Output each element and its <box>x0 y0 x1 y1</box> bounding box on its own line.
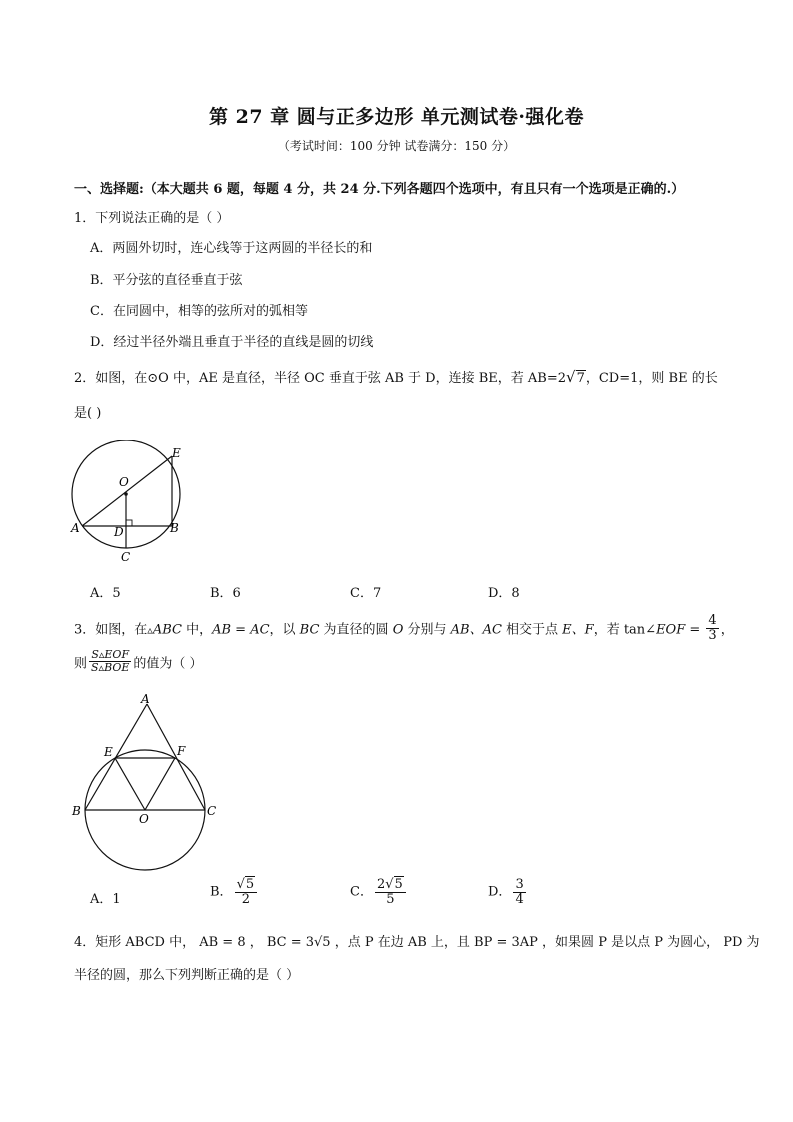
section-heading: 一、选择题:（本大题共 6 题，每题 4 分，共 24 分.下列各题四个选项中，有且只有一个选项是正确的.） <box>74 182 685 197</box>
q3-question-end: 的值为（ ） <box>133 656 203 672</box>
label-o: O <box>139 812 149 826</box>
question-4-stem-continued: 半径的圆，那么下列判断正确的是（ ） <box>74 968 300 983</box>
label-f: F <box>177 744 186 758</box>
q3-text-9: ， <box>720 622 734 638</box>
question-2-choice-d: D．8 <box>488 586 520 601</box>
question-1-option-c: C．在同圆中，相等的弦所对的弧相等 <box>90 304 308 319</box>
choice-d-denominator: 4 <box>515 891 524 907</box>
question-1-stem: 1．下列说法正确的是（ ） <box>74 211 230 226</box>
q3-text-4: 为直径的圆 <box>319 622 393 638</box>
question-2-stem-part-b: ，CD=1，则 BE 的长 <box>585 371 718 386</box>
q3-equation-ab-ac: AB = AC <box>212 622 270 638</box>
page-title: 第 27 章 圆与正多边形 单元测试卷·强化卷 <box>208 106 584 128</box>
question-2-choice-a: A．5 <box>90 586 121 601</box>
q3-segment-bc: BC <box>299 622 320 638</box>
label-e: E <box>104 745 113 759</box>
question-2-figure <box>64 440 194 565</box>
question-2-stem: 2．如图，在⊙O 中，AE 是直径，半径 OC 垂直于弦 AB 于 D，连接 BE，若 AB=2√7，CD=1，则 BE 的长 <box>74 368 718 386</box>
center-point <box>124 492 128 496</box>
question-2-choice-b: B．6 <box>210 586 241 601</box>
q3-text-3: ，以 <box>269 622 300 638</box>
question-2-sqrt-value: 7 <box>576 371 585 386</box>
q3-text-2: 中， <box>181 622 213 638</box>
choice-c-radicand: 5 <box>394 877 403 892</box>
question-3-stem-continued <box>74 648 203 676</box>
question-3-choice-a: A．1 <box>90 892 121 907</box>
question-3-choice-b <box>210 878 259 906</box>
choice-d-fraction <box>513 878 525 906</box>
q3-text-7: ，若 tan∠ <box>593 622 657 638</box>
choice-c-label: C． <box>350 884 373 900</box>
choice-b-label: B． <box>210 884 233 900</box>
tan-numerator: 4 <box>708 613 717 628</box>
question-4-stem: 4．矩形 ABCD 中， AB = 8 ， BC = 3√5 ，点 P 在边 AB 上，且 BP = 3AP ，如果圆 P 是以点 P 为圆心， PD 为 <box>74 935 760 950</box>
q3-circle-o: O <box>392 622 404 638</box>
label-e: E <box>172 446 181 460</box>
label-c: C <box>121 550 131 564</box>
q3-text-6: 相交于点 <box>501 622 563 638</box>
segment-fo <box>145 758 175 810</box>
tan-fraction <box>706 614 718 642</box>
side-ac <box>147 704 205 810</box>
q3-points-ef: E、F <box>562 622 594 638</box>
question-2-stem-continued: 是( ) <box>74 406 102 421</box>
q3-sides: AB、AC <box>450 622 502 638</box>
choice-b-numerator: 5 <box>245 877 255 892</box>
choice-c-coefficient: 2 <box>376 877 386 892</box>
label-b: B <box>170 521 179 535</box>
segment-ae <box>82 456 172 526</box>
q3-text-1: 3．如图，在 <box>74 622 148 638</box>
label-b: B <box>72 804 81 818</box>
side-ab <box>85 704 147 810</box>
choice-c-fraction: $\frac{2√5}{5}$ <box>375 878 406 906</box>
choice-d-label: D． <box>488 884 512 900</box>
label-a: A <box>71 521 80 535</box>
choice-d-numerator: 3 <box>515 877 524 892</box>
ratio-numerator: S▵EOF <box>89 649 131 662</box>
question-2-stem-part-a: 2．如图，在⊙O 中，AE 是直径，半径 OC 垂直于弦 AB 于 D，连接 BE，若 AB=2 <box>74 371 567 386</box>
label-o: O <box>119 475 129 489</box>
tan-denominator: 3 <box>708 627 717 643</box>
label-c: C <box>207 804 217 818</box>
area-ratio-fraction <box>89 649 131 673</box>
question-3-choice-c <box>350 878 408 906</box>
q3-text-8: = <box>685 622 705 638</box>
question-1-option-a: A．两圆外切时，连心线等于这两圆的半径长的和 <box>90 241 373 256</box>
right-angle-mark <box>126 520 132 526</box>
label-a: A <box>141 692 150 706</box>
question-2-choice-c: C．7 <box>350 586 382 601</box>
q3-triangle-abc: ABC <box>152 622 182 638</box>
exam-info: （考试时间：100 分钟 试卷满分：150 分） <box>277 139 516 153</box>
question-1-option-d: D．经过半径外端且垂直于半径的直线是圆的切线 <box>90 335 374 350</box>
segment-eo <box>115 758 145 810</box>
question-1-option-b: B．平分弦的直径垂直于弦 <box>90 273 243 288</box>
question-3-figure <box>70 692 225 872</box>
q3-angle-eof: EOF <box>656 622 686 638</box>
question-3-choice-d <box>488 878 528 906</box>
ratio-denominator: S▵BOE <box>91 660 130 674</box>
choice-c-denominator: 5 <box>386 891 395 907</box>
choice-b-denominator: 2 <box>241 891 250 907</box>
choice-b-fraction: $\frac{√5}{2}$ <box>235 878 258 906</box>
q3-text-5: 分别与 <box>403 622 451 638</box>
label-d: D <box>114 525 124 539</box>
triangle-symbol: ▵ <box>147 623 153 637</box>
q3-then: 则 <box>74 656 88 672</box>
question-3-stem <box>74 613 734 644</box>
